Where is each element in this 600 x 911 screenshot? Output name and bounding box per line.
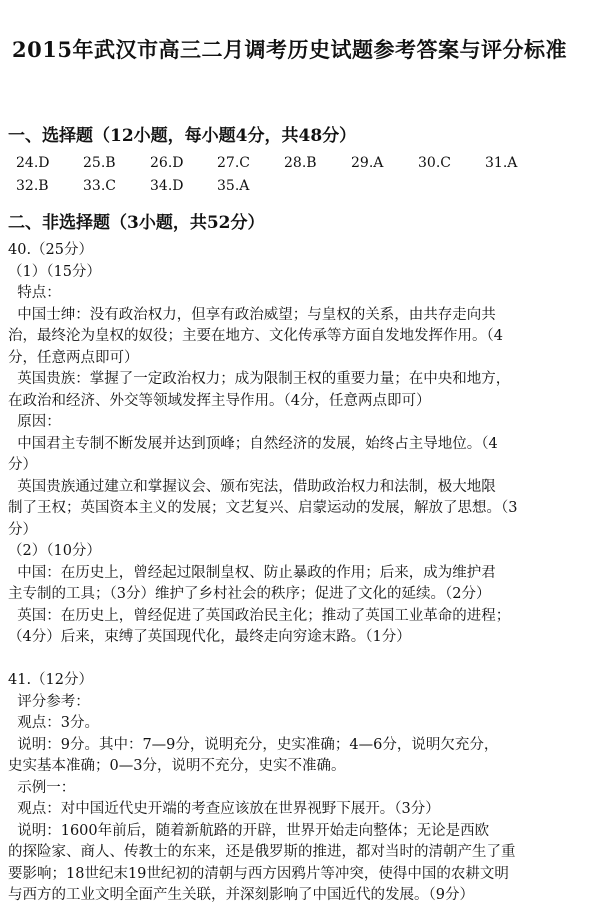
answer-line: 史实基本准确；0—3分，说明不充分，史实不准确。 bbox=[8, 758, 346, 774]
answer-item: 27.C bbox=[217, 155, 250, 171]
page-title: 2015年武汉市高三二月调考历史试题参考答案与评分标准 bbox=[12, 37, 567, 62]
answer-line: 特点： bbox=[8, 285, 61, 301]
answer-line: 要影响；18世纪末19世纪初的清朝与西方因鸦片等冲突，使得中国的农耕文明 bbox=[8, 865, 509, 882]
answer-item: 29.A bbox=[351, 155, 384, 171]
answer-line: 分） bbox=[8, 457, 37, 473]
answer-line: 在政治和经济、外交等领域发挥主导作用。（4分，任意两点即可） bbox=[8, 392, 431, 409]
answer-item: 33.C bbox=[83, 178, 116, 194]
answer-line: 观点：3分。 bbox=[8, 715, 99, 731]
answer-line: 原因： bbox=[8, 414, 61, 430]
answer-line: 英国：在历史上，曾经促进了英国政治民主化；推动了英国工业革命的进程； bbox=[8, 607, 511, 624]
answer-line: 评分参考： bbox=[8, 693, 90, 710]
answer-line: 分，任意两点即可） bbox=[8, 349, 139, 366]
answer-line: （4分）后来，束缚了英国现代化，最终走向穷途末路。（1分） bbox=[8, 629, 411, 645]
answer-item: 24.D bbox=[16, 155, 50, 171]
answer-item: 34.D bbox=[150, 178, 184, 194]
answer-line: 英国贵族：掌握了一定政治权力；成为限制王权的重要力量；在中央和地方， bbox=[8, 371, 511, 387]
answer-line: 治，最终沦为皇权的奴役；主要在地方、文化传承等方面自发地发挥作用。（4 bbox=[8, 328, 503, 344]
answer-item: 25.B bbox=[83, 155, 116, 171]
answer-line: 说明：1600年前后，随着新航路的开辟，世界开始走向整体；无论是西欧 bbox=[8, 822, 490, 839]
answer-line: 英国贵族通过建立和掌握议会、颁布宪法，借助政治权力和法制，极大地限 bbox=[8, 478, 496, 495]
answer-line: 示例一： bbox=[8, 779, 76, 796]
answer-item: 30.C bbox=[418, 155, 451, 171]
answer-item: 26.D bbox=[150, 155, 184, 171]
answer-line: 分） bbox=[8, 521, 37, 538]
answer-line: 说明：9分。其中：7—9分，说明充分，史实准确；4—6分，说明欠充分， bbox=[8, 736, 499, 753]
answer-line: 中国君主专制不断发展并达到顶峰；自然经济的发展，始终占主导地位。（4 bbox=[8, 435, 498, 452]
answer-line: 的探险家、商人、传教士的东来，还是俄罗斯的推进，都对当时的清朝产生了重 bbox=[8, 844, 516, 860]
answer-line: 观点：对中国近代史开端的考查应该放在世界视野下展开。（3分） bbox=[8, 801, 440, 817]
answer-line: （1）（15分） bbox=[8, 263, 101, 280]
answer-line: 中国：在历史上，曾经起过限制皇权、防止暴政的作用；后来，成为维护君 bbox=[8, 564, 496, 581]
answer-row-2 bbox=[16, 178, 284, 194]
answer-item: 31.A bbox=[485, 155, 518, 171]
answer-line: 中国士绅：没有政治权力，但享有政治威望；与皇权的关系，由共存走向共 bbox=[8, 306, 496, 323]
answer-row-1 bbox=[16, 155, 552, 171]
answer-item: 32.B bbox=[16, 178, 49, 194]
answer-line: 与西方的工业文明全面产生关联，并深刻影响了中国近代的发展。（9分） bbox=[8, 887, 474, 903]
section1-heading: 一、选择题（12小题，每小题4分，共48分） bbox=[8, 126, 357, 146]
answer-line: 制了王权；英国资本主义的发展；文艺复兴、启蒙运动的发展，解放了思想。（3 bbox=[8, 500, 518, 516]
section2-heading: 二、非选择题（3小题，共52分） bbox=[8, 213, 265, 233]
answer-item: 35.A bbox=[217, 178, 250, 194]
answer-line: （2）（10分） bbox=[8, 543, 101, 559]
answer-line: 主专制的工具；（3分）维护了乡村社会的秩序；促进了文化的延续。（2分） bbox=[8, 586, 491, 602]
answer-line: 40.（25分） bbox=[8, 242, 94, 258]
answer-line: 41.（12分） bbox=[8, 672, 94, 688]
answer-item: 28.B bbox=[284, 155, 317, 171]
